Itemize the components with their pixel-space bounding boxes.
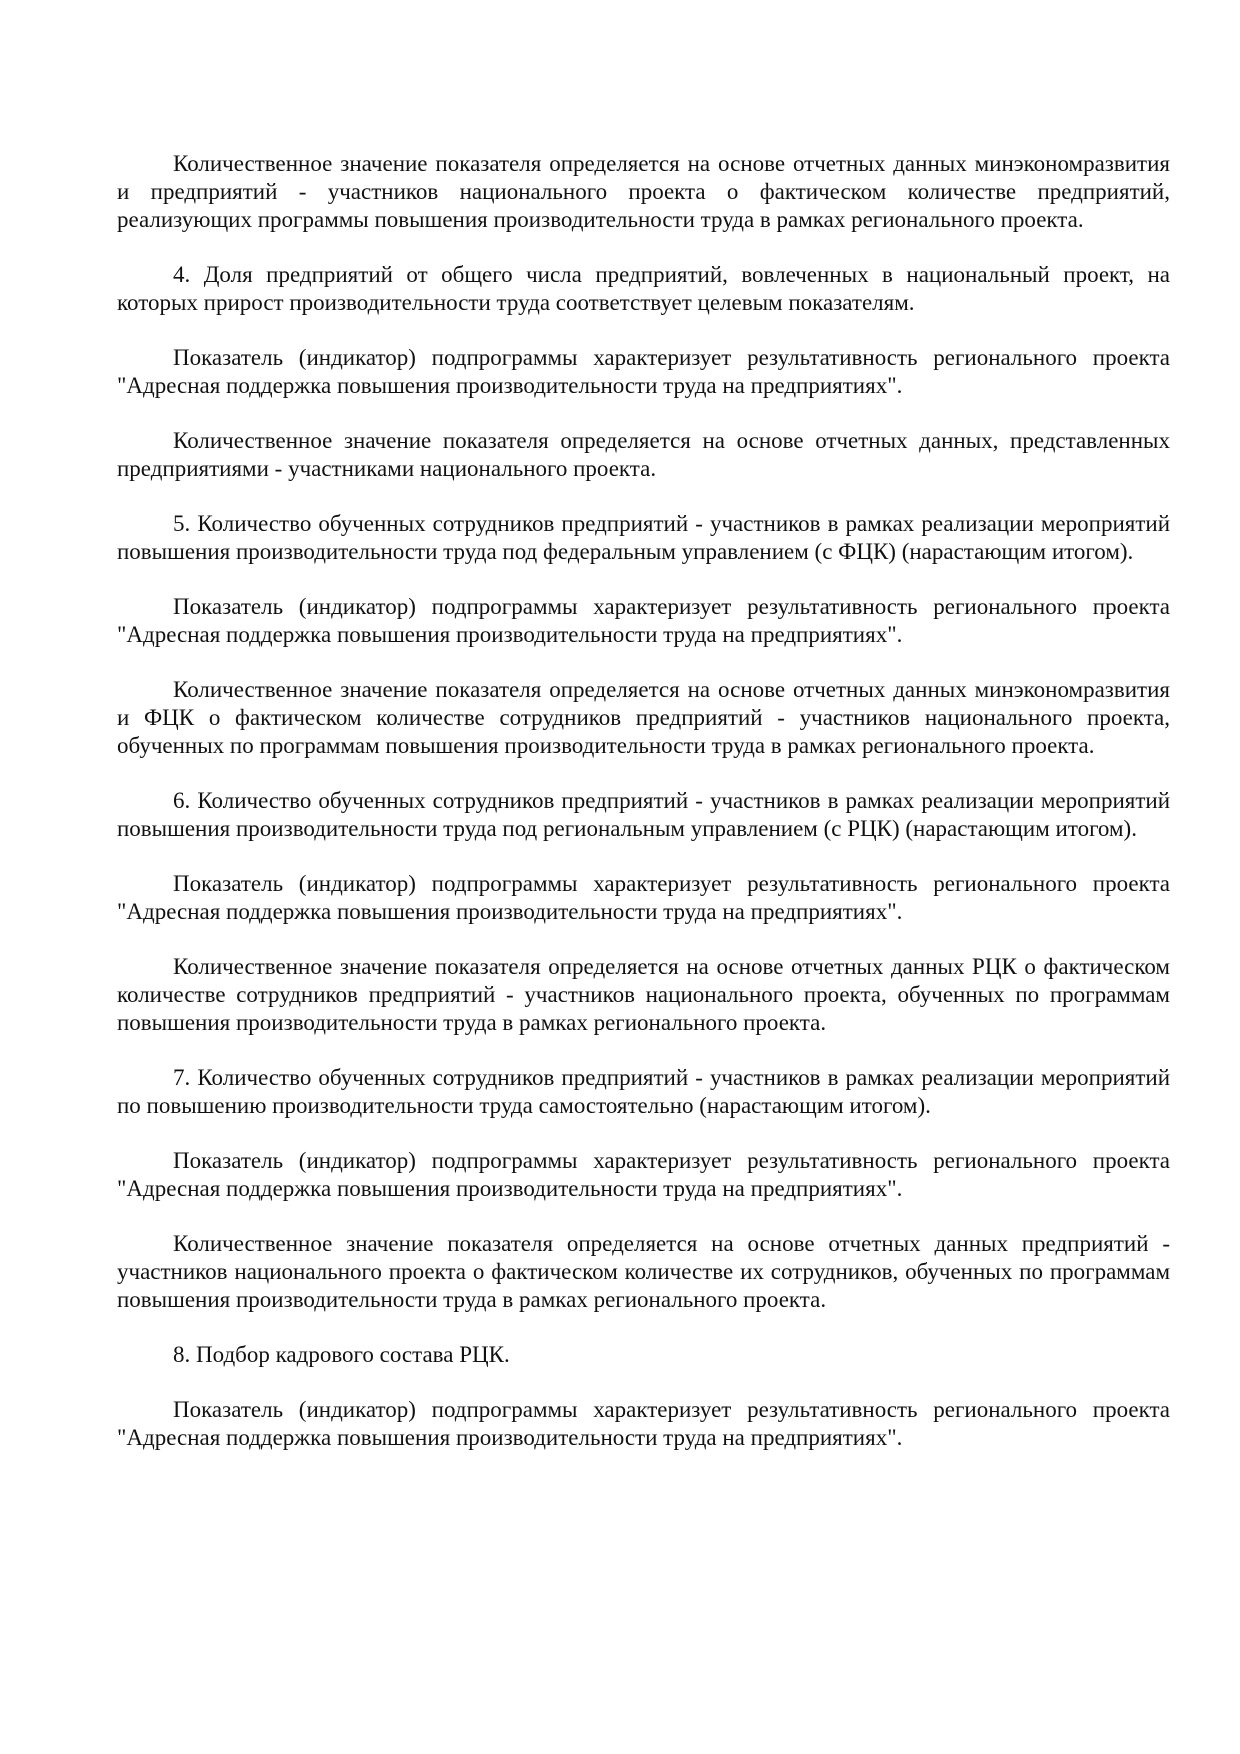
paragraph-indicator-5: 5. Количество обученных сотрудников предприятий - участников в рамках реализации мероприятий повышения производительности труда под федеральным управлением (с ФЦК) (нарастающим итогом). [117, 511, 1170, 564]
paragraph-indicator-5-calculation: Количественное значение показателя определяется на основе отчетных данных минэкономразвития и ФЦК о фактическом количестве сотрудников предприятий - участников национального проекта, обученных по программам повышения производительности труда в рамках регионального проекта. [117, 677, 1170, 758]
document-page [117, 150, 1170, 1479]
paragraph-indicator-8: 8. Подбор кадрового состава РЦК. [173, 1342, 510, 1367]
paragraph-indicator-7-calculation: Количественное значение показателя определяется на основе отчетных данных предприятий - участников национального проекта о фактическом количестве их сотрудников, обученных по программам повышения производительности труда в рамках регионального проекта. [117, 1231, 1170, 1312]
paragraph-indicator-4-description: Показатель (индикатор) подпрограммы характеризует результативность регионального проекта "Адресная поддержка повышения производительности труда на предприятиях". [117, 345, 1170, 398]
paragraph-indicator-8-description: Показатель (индикатор) подпрограммы характеризует результативность регионального проекта "Адресная поддержка повышения производительности труда на предприятиях". [117, 1397, 1170, 1450]
paragraph-indicator-6-description: Показатель (индикатор) подпрограммы характеризует результативность регионального проекта "Адресная поддержка повышения производительности труда на предприятиях". [117, 871, 1170, 924]
paragraph-quantity-enterprises: Количественное значение показателя определяется на основе отчетных данных минэкономразвития и предприятий - участников национального проекта о фактическом количестве предприятий, реализующих программы повышения производительности труда в рамках регионального проекта. [117, 151, 1170, 232]
paragraph-indicator-4-calculation: Количественное значение показателя определяется на основе отчетных данных, представленных предприятиями - участниками национального проекта. [117, 428, 1170, 481]
paragraph-indicator-6: 6. Количество обученных сотрудников предприятий - участников в рамках реализации мероприятий повышения производительности труда под региональным управлением (с РЦК) (нарастающим итогом). [117, 788, 1170, 841]
paragraph-indicator-7: 7. Количество обученных сотрудников предприятий - участников в рамках реализации мероприятий по повышению производительности труда самостоятельно (нарастающим итогом). [117, 1065, 1170, 1118]
paragraph-indicator-6-calculation: Количественное значение показателя определяется на основе отчетных данных РЦК о фактическом количестве сотрудников предприятий - участников национального проекта, обученных по программам повышения производительности труда в рамках регионального проекта. [117, 954, 1170, 1035]
paragraph-indicator-7-description: Показатель (индикатор) подпрограммы характеризует результативность регионального проекта "Адресная поддержка повышения производительности труда на предприятиях". [117, 1148, 1170, 1201]
paragraph-indicator-5-description: Показатель (индикатор) подпрограммы характеризует результативность регионального проекта "Адресная поддержка повышения производительности труда на предприятиях". [117, 594, 1170, 647]
paragraph-indicator-4: 4. Доля предприятий от общего числа предприятий, вовлеченных в национальный проект, на которых прирост производительности труда соответствует целевым показателям. [117, 262, 1170, 315]
